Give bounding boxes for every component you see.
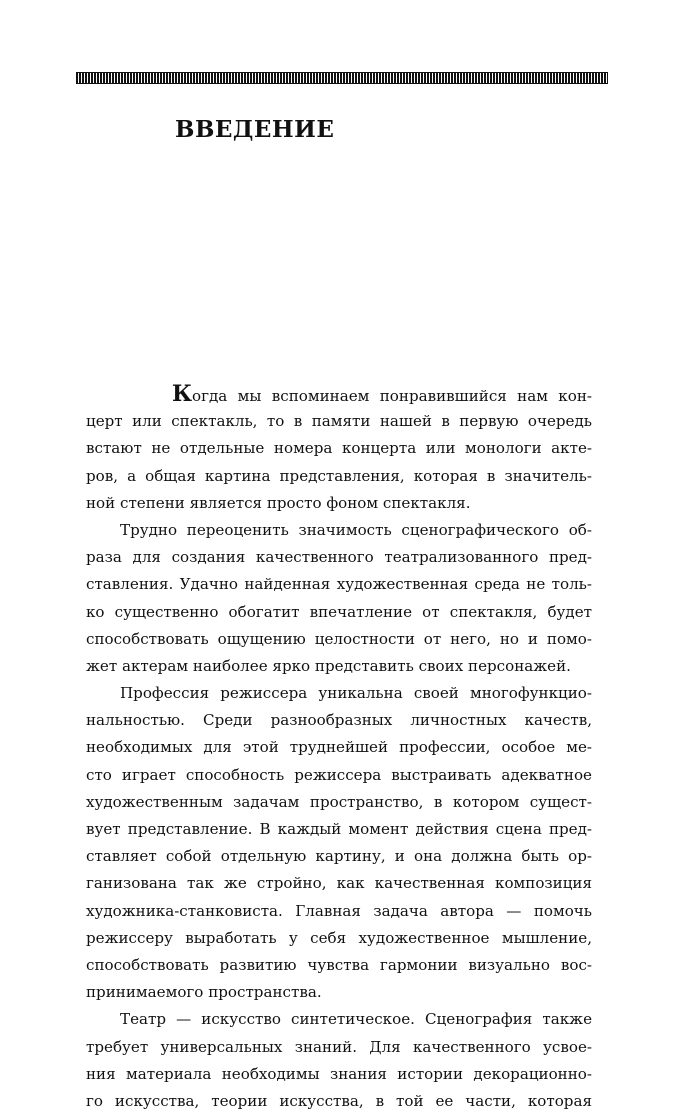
- paragraph-2-line: раза для создания качественного театрализованного пред-: [86, 548, 592, 567]
- paragraph-3-line: художника-станковиста. Главная задача автора — помочь: [86, 901, 592, 920]
- paragraph-3-line: способствовать развитию чувства гармонии визуально вос-: [86, 955, 592, 974]
- paragraph-1-line: ной степени является просто фоном спектакля.: [86, 493, 471, 512]
- chapter-title: ВВЕДЕНИЕ: [175, 116, 335, 143]
- paragraph-2-line: ко существенно обогатит впечатление от спектакля, будет: [86, 602, 592, 621]
- paragraph-1-line: церт или спектакль, то в памяти нашей в первую очередь: [86, 412, 592, 431]
- paragraph-2-line: жет актерам наиболее ярко представить своих персонажей.: [86, 656, 571, 675]
- paragraph-3-line: принимаемого пространства.: [86, 983, 322, 1002]
- paragraph-3-line: вует представление. В каждый момент действия сцена пред-: [86, 820, 592, 838]
- paragraph-3-line: нальностью. Среди разнообразных личностных качеств,: [86, 711, 592, 730]
- paragraph-4-line: ния материала необходимы знания истории декорационно-: [86, 1064, 592, 1083]
- paragraph-1-line-1: Когда мы вспоминаем понравившийся нам кон-: [172, 381, 592, 407]
- paragraph-2-line: способствовать ощущению целостности от него, но и помо-: [86, 629, 592, 648]
- paragraph-3-line: Профессия режиссера уникальна своей многофункцио-: [120, 684, 592, 703]
- paragraph-4-line: требует универсальных знаний. Для качественного усвое-: [86, 1037, 592, 1056]
- paragraph-3-line: режиссеру выработать у себя художественное мышление,: [86, 928, 592, 947]
- paragraph-3-line: сто играет способность режиссера выстраивать адекватное: [86, 765, 592, 784]
- paragraph-2-line: Трудно переоценить значимость сценографического об-: [120, 520, 592, 539]
- chapter-header-rule: [76, 72, 608, 84]
- paragraph-4-line: Театр — искусство синтетическое. Сценография также: [120, 1010, 592, 1029]
- paragraph-3-line: художественным задачам пространство, в котором сущест-: [86, 792, 592, 811]
- paragraph-1-line: встают не отдельные номера концерта или монологи акте-: [86, 439, 592, 458]
- paragraph-4-line: го искусства, теории искусства, в той ее части, которая: [86, 1091, 592, 1110]
- body-text: [86, 381, 592, 1115]
- paragraph-1-line: ров, а общая картина представления, которая в значитель-: [86, 466, 592, 485]
- paragraph-3-line: необходимых для этой труднейшей профессии, особое ме-: [86, 738, 592, 757]
- paragraph-3-line: ганизована так же стройно, как качественная композиция: [86, 874, 592, 893]
- initial-letter: К: [172, 381, 193, 407]
- paragraph-2-line: ставления. Удачно найденная художественная среда не толь-: [86, 575, 592, 594]
- paragraph-3-line: ставляет собой отдельную картину, и она должна быть ор-: [86, 847, 592, 866]
